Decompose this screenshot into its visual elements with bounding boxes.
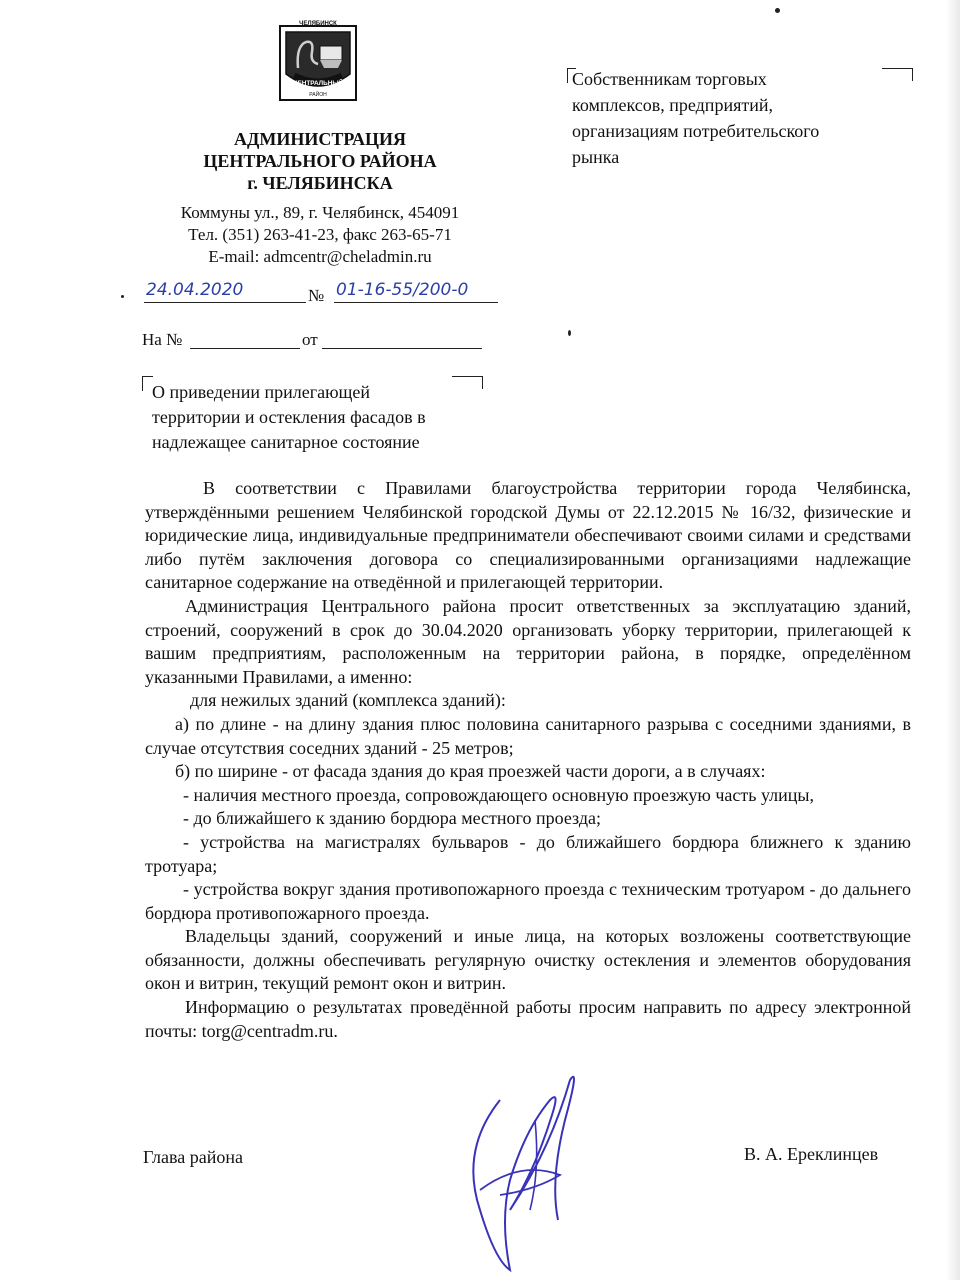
subject-line-1: О приведении прилегающей: [152, 382, 370, 402]
ink-speck: [568, 330, 571, 336]
handwritten-signature: [440, 1060, 610, 1280]
recipient-line-2: комплексов, предприятий,: [572, 95, 773, 115]
recipient-block: [572, 66, 902, 170]
body-paragraph: - наличия местного проезда, сопровождающего основную проезжую часть улицы,: [183, 784, 815, 805]
body-paragraph: В соответствии с Правилами благоустройства территории города Челябинска, утверждёнными решением Челябинской городской Думы от 22.12.2015 № 16/32, физические и юридические лица, индивидуальные предприниматели обеспечивают своими силами и средствами либо путём заключения договора со специализированными организациями надлежащие санитарное содержание на отведённой и прилегающей территории.: [145, 478, 911, 593]
org-line-1: АДМИНИСТРАЦИЯ: [233, 129, 407, 149]
org-line-2: ЦЕНТРАЛЬНОГО РАЙОНА: [203, 151, 437, 171]
crest-band-text: ЦЕНТРАЛЬНЫЙ: [292, 80, 344, 87]
handwritten-date: 24.04.2020: [146, 280, 244, 300]
body-paragraph: Владельцы зданий, сооружений и иные лица, на которых возложены соответствующие обязанности, должны обеспечивать регулярную очистку остекления и элементов оборудования окон и витрин, текущий ремонт окон и витрин.: [145, 926, 911, 994]
body-paragraph: Администрация Центрального района просит ответственных за эксплуатацию зданий, строений, сооружений в срок до 30.04.2020 организовать уборку территории, прилегающей к вашим предприятиям, расположенным на территории района, в порядке, определённом указанными Правилами, а именно:: [145, 595, 911, 687]
signatory-role: Глава района: [143, 1147, 244, 1167]
crest-top-text: ЧЕЛЯБИНСК: [299, 21, 337, 27]
ref-number-blank: [190, 348, 300, 349]
date-underline: [144, 302, 306, 303]
subject-line-3: надлежащее санитарное состояние: [152, 432, 420, 452]
ref-date-blank: [322, 348, 482, 349]
phone-line: Тел. (351) 263-41-23, факс 263-65-71: [188, 225, 452, 244]
letter-body: [145, 477, 911, 1043]
number-underline: [334, 302, 498, 303]
body-paragraph: для нежилых зданий (комплекса зданий):: [190, 690, 506, 711]
letter-subject: [152, 380, 482, 455]
recipient-line-1: Собственникам торговых: [572, 69, 767, 89]
recipient-line-3: организациям потребительского: [572, 121, 820, 141]
org-line-3: г. ЧЕЛЯБИНСКА: [247, 173, 393, 193]
district-crest-emblem: [276, 18, 360, 102]
signatory-name: В. А. Ереклинцев: [744, 1144, 879, 1164]
body-paragraph: - устройства вокруг здания противопожарного проезда с техническим тротуаром - до дальнего бордюра противопожарного проезда.: [145, 879, 911, 923]
reference-line: [142, 330, 502, 354]
crest-bottom-text: РАЙОН: [309, 92, 327, 98]
address-line: Коммуны ул., 89, г. Челябинск, 454091: [180, 203, 460, 222]
organization-name: [160, 128, 480, 194]
body-paragraph: а) по длине - на длину здания плюс половина санитарного разрыва с соседними зданиями, в случае отсутствия соседних зданий - 25 метров;: [145, 713, 911, 758]
ref-from-label: от: [302, 330, 318, 349]
ink-speck: [775, 8, 780, 13]
organization-address: [130, 202, 510, 268]
body-paragraph: Информацию о результатах проведённой работы просим направить по адресу электронной почты: torg@centradm.ru.: [145, 997, 911, 1041]
number-label: №: [308, 286, 325, 305]
registration-block: [118, 280, 518, 310]
body-paragraph: - до ближайшего к зданию бордюра местного проезда;: [183, 808, 601, 829]
page-edge-shadow: [946, 0, 960, 1280]
body-paragraph: б) по ширине - от фасада здания до края проезжей части дороги, а в случаях:: [175, 761, 766, 782]
ref-number-label: На №: [142, 330, 183, 349]
body-paragraph: - устройства на магистралях бульваров - до ближайшего бордюра ближнего к зданию тротуара;: [145, 831, 911, 876]
subject-line-2: территории и остекления фасадов в: [152, 407, 426, 427]
recipient-line-4: рынка: [572, 147, 620, 167]
email-line: E-mail: admcentr@cheladmin.ru: [208, 247, 432, 266]
handwritten-number: 01-16-55/200-0: [336, 280, 469, 300]
